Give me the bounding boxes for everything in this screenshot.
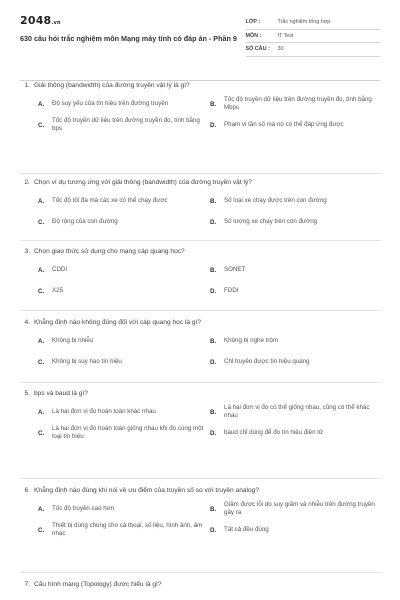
question-divider xyxy=(20,310,382,311)
option-letter: B. xyxy=(210,505,217,513)
option-text: CDDI xyxy=(52,265,68,273)
question-divider xyxy=(20,240,382,241)
option-list xyxy=(38,332,382,371)
question-number: 5. xyxy=(24,390,30,397)
option-letter: B. xyxy=(210,197,217,205)
logo[interactable] xyxy=(20,14,246,28)
question-title xyxy=(20,247,382,256)
option-letter: C. xyxy=(38,526,45,534)
option-text: Độ rộng của con đường xyxy=(52,217,118,225)
option-text: Thiết bị dùng chung cho cả thoại, số liệu, hình ảnh, âm nhạc xyxy=(52,521,203,537)
option-text: Tốc độ truyền dữ liệu trên đường truyền đo, tính bằng bps xyxy=(52,116,200,132)
option-letter: C. xyxy=(38,218,45,226)
option-c[interactable] xyxy=(38,353,210,371)
option-a[interactable] xyxy=(38,261,210,279)
option-d[interactable] xyxy=(210,521,382,539)
option-text: Không bị suy hao tín hiệu xyxy=(52,357,122,365)
option-b[interactable] xyxy=(210,500,382,518)
meta-value: Trắc nghiệm tổng hợp xyxy=(277,19,331,26)
question-text: Khẳng định nào đúng khi nói về ưu điểm của truyền số so với truyền analog? xyxy=(34,487,260,494)
question-divider xyxy=(20,572,382,573)
option-text: Là hai đơn vị đo hoàn toàn khác nhau xyxy=(52,407,156,415)
question-divider xyxy=(20,382,382,383)
question-text: Giải thông (bandwidth) của đường truyền vật lý là gì? xyxy=(34,82,190,89)
question-number: 7. xyxy=(24,581,30,588)
option-a[interactable] xyxy=(38,403,210,421)
option-letter: B. xyxy=(210,337,217,345)
question-number: 4. xyxy=(24,319,30,326)
option-text: Tốc độ tối đa mà các xe có thể chạy được xyxy=(52,196,168,204)
meta-key: LỚP : xyxy=(245,19,261,26)
meta-row-subject xyxy=(246,30,381,44)
option-letter: C. xyxy=(38,287,45,295)
option-text: Chỉ truyền được tín hiệu quang xyxy=(224,357,310,365)
logo-main: 2048 xyxy=(20,14,52,27)
header xyxy=(20,14,380,76)
option-letter: C. xyxy=(38,121,45,129)
option-letter: C. xyxy=(38,358,45,366)
question-text: Cấu hình mạng (Topology) được hiểu là gì? xyxy=(34,581,162,588)
option-d[interactable] xyxy=(210,282,382,300)
option-a[interactable] xyxy=(38,192,210,210)
question-title xyxy=(20,81,382,90)
meta-row-class xyxy=(246,16,381,30)
option-text: Số loại xe chạy được trên con đường xyxy=(224,196,327,204)
option-d[interactable] xyxy=(210,353,382,371)
option-b[interactable] xyxy=(210,192,382,210)
option-letter: D. xyxy=(210,429,217,437)
question-text: Khẳng định nào không đúng đối với cáp quang học là gì? xyxy=(34,319,202,326)
logo-tld: .vn xyxy=(51,20,61,26)
option-a[interactable] xyxy=(38,95,210,113)
question-5 xyxy=(20,389,382,442)
question-number: 1. xyxy=(24,82,30,89)
option-text: Là hai đơn vị đo có thể giống nhau, cũng có thể khác nhau xyxy=(224,403,370,419)
option-letter: A. xyxy=(38,197,45,205)
option-b[interactable] xyxy=(210,261,382,279)
question-text: Chọn giao thức sử dụng cho mạng cáp quang học? xyxy=(34,248,185,255)
option-text: Tốc độ truyền cao hơn xyxy=(52,504,115,512)
meta-value: IT Test xyxy=(277,32,294,39)
option-letter: B. xyxy=(210,408,217,416)
option-letter: A. xyxy=(38,408,45,416)
question-6 xyxy=(20,486,382,539)
option-c[interactable] xyxy=(38,521,210,539)
question-number: 2. xyxy=(24,179,30,186)
question-divider xyxy=(20,173,382,174)
question-title xyxy=(20,580,382,589)
option-b[interactable] xyxy=(210,403,382,421)
option-c[interactable] xyxy=(38,282,210,300)
question-title xyxy=(20,318,382,327)
option-letter: A. xyxy=(38,505,45,513)
option-letter: B. xyxy=(210,100,217,108)
meta-value: 30 xyxy=(277,46,284,53)
question-number: 6. xyxy=(24,487,30,494)
option-text: Độ suy yếu của tín hiệu trên đường truyền xyxy=(52,99,169,107)
option-letter: D. xyxy=(210,526,217,534)
option-a[interactable] xyxy=(38,332,210,350)
option-a[interactable] xyxy=(38,500,210,518)
question-1 xyxy=(20,81,382,134)
option-text: Giảm được lỗi do suy giảm và nhiễu trên đường truyền gây ra xyxy=(224,500,375,516)
option-text: SONET xyxy=(224,265,246,273)
question-7 xyxy=(20,580,382,589)
option-c[interactable] xyxy=(38,116,210,134)
option-b[interactable] xyxy=(210,95,382,113)
option-letter: C. xyxy=(38,429,45,437)
option-letter: D. xyxy=(210,121,217,129)
question-4 xyxy=(20,318,382,371)
option-letter: D. xyxy=(210,287,217,295)
question-number: 3. xyxy=(24,248,30,255)
option-text: baud chỉ dùng để đo tín hiệu điện tử xyxy=(224,428,324,436)
option-text: Phạm vi tần số mà nó có thể đáp ứng được xyxy=(224,120,344,128)
option-list xyxy=(38,500,382,539)
meta-row-count xyxy=(246,43,381,57)
option-text: X25 xyxy=(52,286,64,294)
meta-key: MÔN : xyxy=(245,32,262,39)
option-c[interactable] xyxy=(38,213,210,231)
meta-table xyxy=(246,16,381,76)
option-text: Tất cả đều đúng xyxy=(224,525,269,533)
option-text: Tốc độ truyền dữ liệu trên đường truyền đo, tính bằng Mbps xyxy=(224,95,372,111)
option-b[interactable] xyxy=(210,332,382,350)
question-divider xyxy=(20,478,382,479)
option-letter: A. xyxy=(38,337,45,345)
option-list xyxy=(38,261,382,300)
option-text: Là hai đơn vị đo hoàn toàn giống nhau khi đo cùng một loại tín hiệu xyxy=(52,424,204,440)
question-title xyxy=(20,389,382,398)
option-letter: A. xyxy=(38,266,45,274)
question-text: bps và baud là gì? xyxy=(34,390,88,397)
option-text: FDDI xyxy=(224,286,239,294)
question-2 xyxy=(20,178,382,231)
option-d[interactable] xyxy=(210,213,382,231)
option-d[interactable] xyxy=(210,424,382,442)
option-letter: B. xyxy=(210,266,217,274)
option-text: Không bị nghe trộm xyxy=(224,336,279,344)
option-c[interactable] xyxy=(38,424,210,442)
question-text: Chọn ví dụ tương ứng với giải thông (bandwidth) của đường truyền vật lý? xyxy=(34,179,252,186)
option-d[interactable] xyxy=(210,116,382,134)
option-text: Không bị nhiễu xyxy=(52,336,94,344)
meta-key: SỐ CÂU : xyxy=(245,46,270,53)
option-letter: D. xyxy=(210,218,217,226)
question-title xyxy=(20,486,382,495)
option-list xyxy=(38,403,382,442)
option-text: Số lượng xe chạy trên con đường xyxy=(224,217,318,225)
option-letter: D. xyxy=(210,358,217,366)
question-3 xyxy=(20,247,382,300)
document-title: 630 câu hỏi trắc nghiệm môn Mạng máy tính có đáp án - Phần 9 xyxy=(20,34,237,43)
option-list xyxy=(38,192,382,231)
option-letter: A. xyxy=(38,100,45,108)
question-title xyxy=(20,178,382,187)
option-list xyxy=(38,95,382,134)
header-left xyxy=(20,14,246,76)
